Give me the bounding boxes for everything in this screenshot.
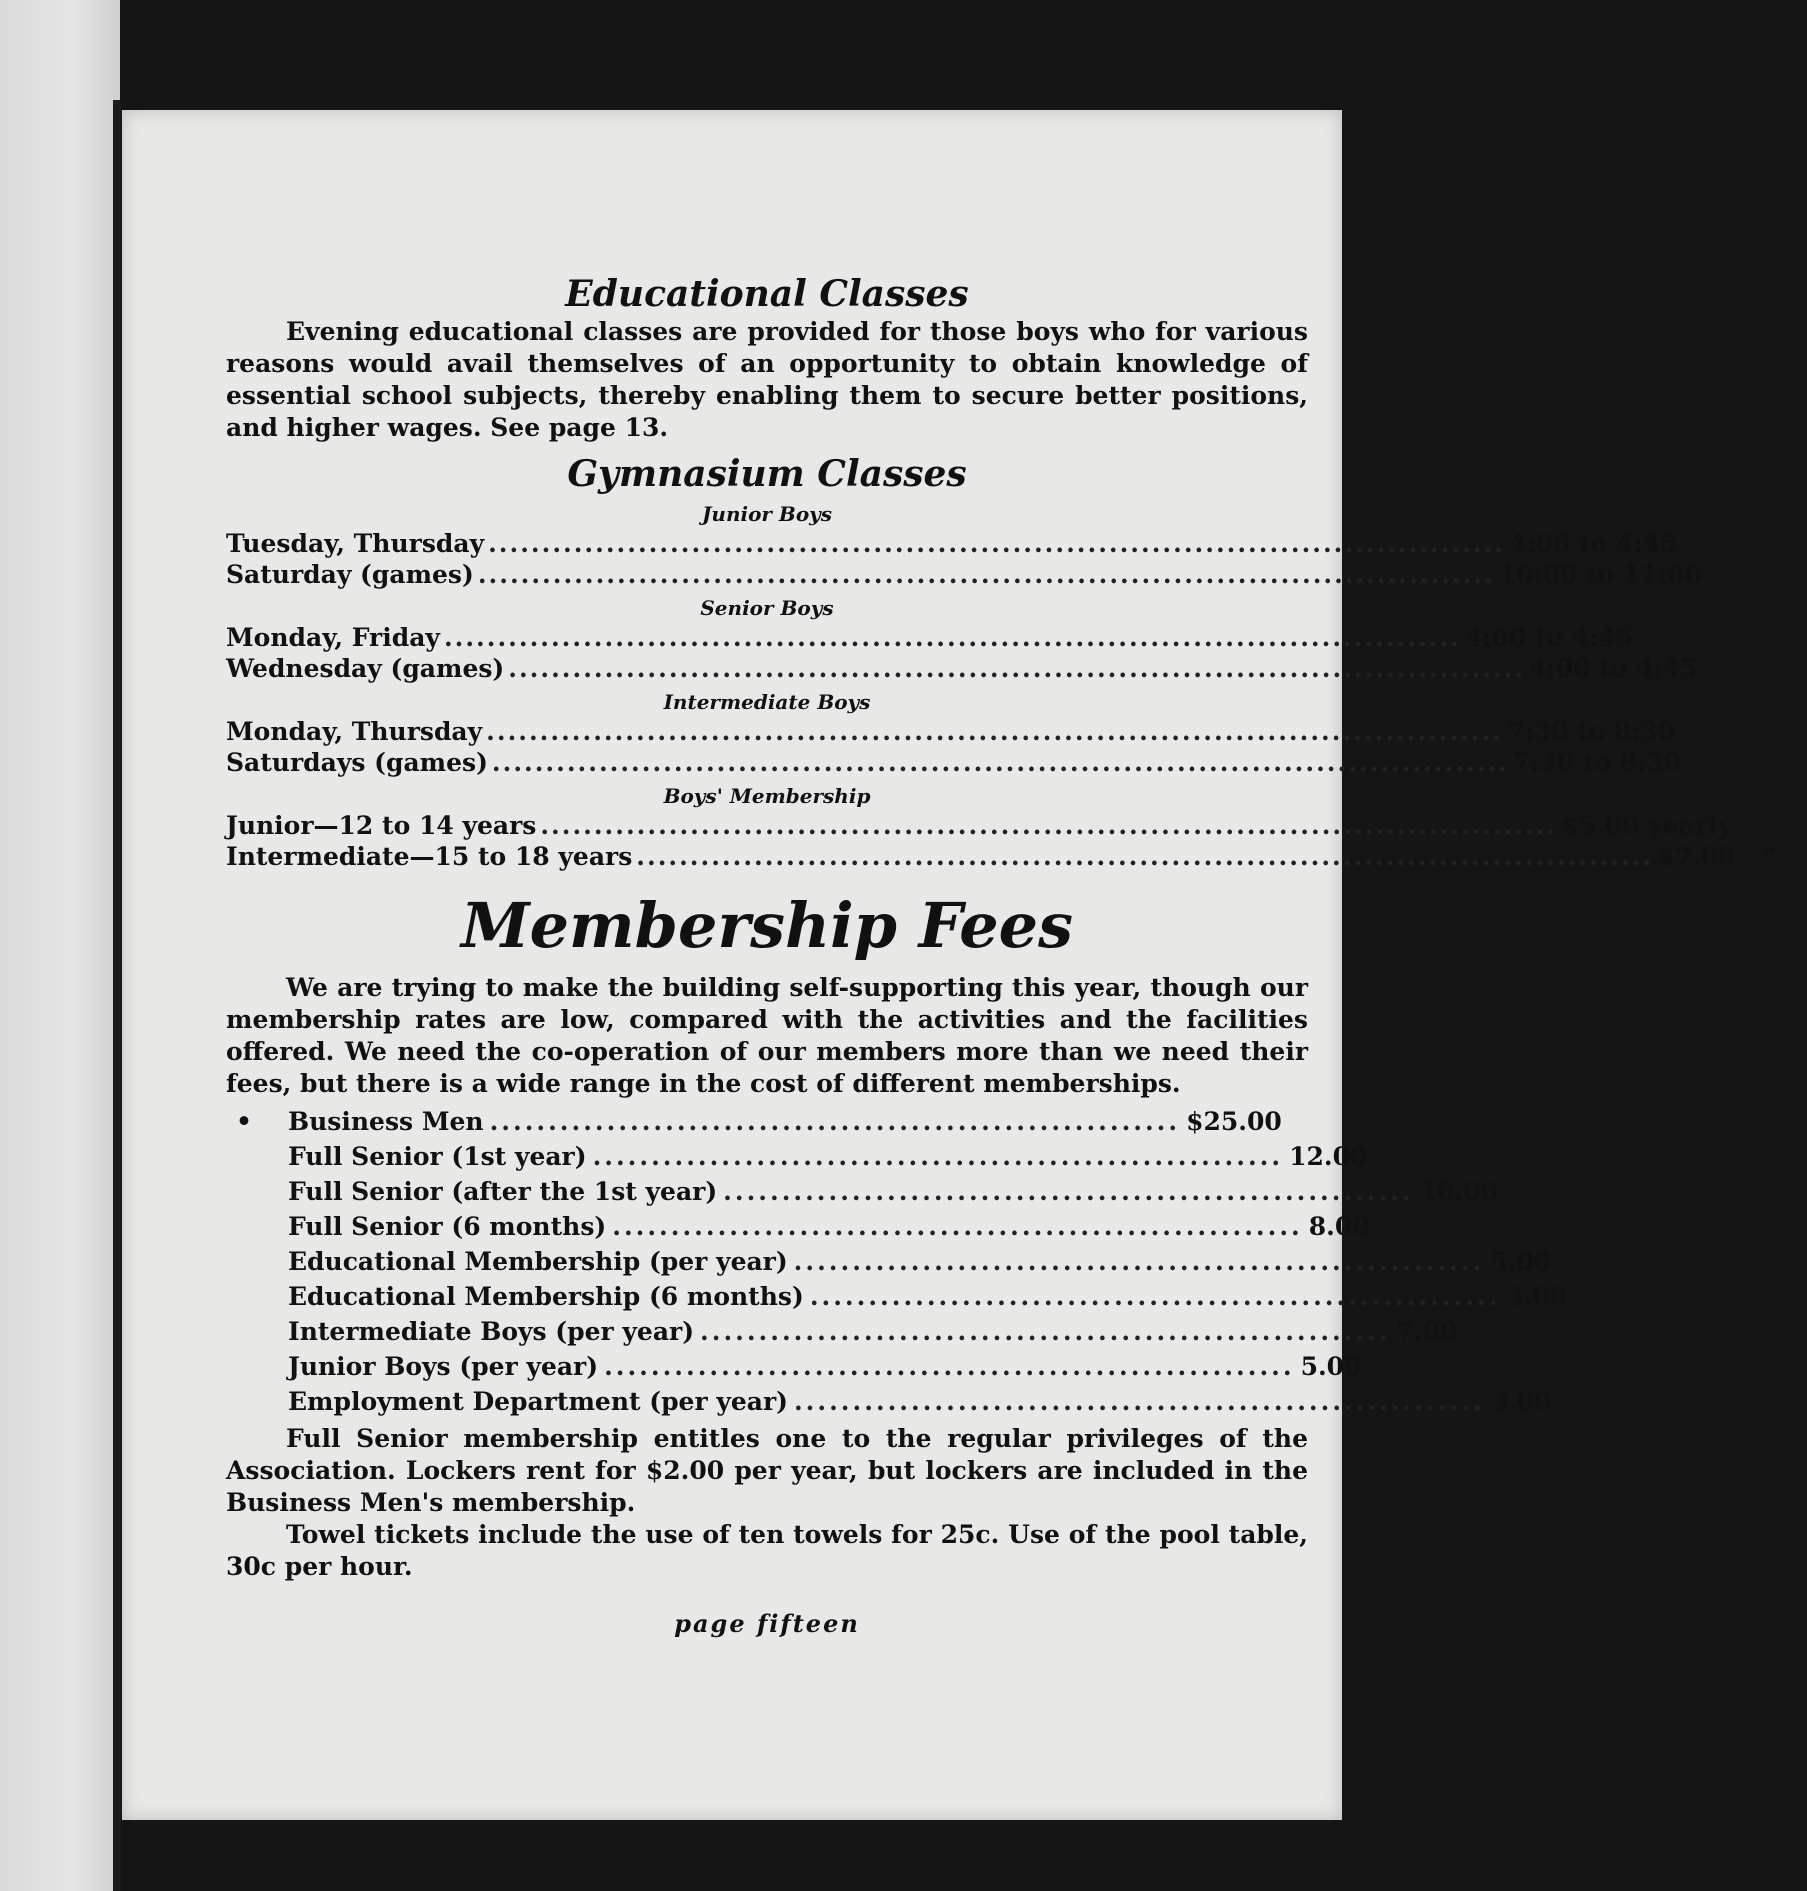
fee-amount: 5.00 (1490, 1247, 1552, 1276)
fee-label: Educational Membership (per year) (288, 1247, 788, 1276)
dot-leader: ............................................................................................... (508, 654, 1526, 683)
membership-fees-title: Membership Fees (460, 889, 1074, 962)
fee-amount: 12.00 (1289, 1142, 1368, 1171)
dot-leader: ............................................................................................... (488, 529, 1505, 558)
dot-leader: ........................................................... (604, 1352, 1295, 1381)
schedule-time: 7:30 to 8:30 (1507, 717, 1676, 746)
fee-label: Employment Department (per year) (288, 1387, 788, 1416)
schedule-row (226, 559, 1702, 590)
fee-row (288, 1314, 1458, 1349)
fee-label: Junior Boys (per year) (288, 1352, 599, 1381)
page-content (226, 272, 1776, 1638)
educational-classes-title: Educational Classes (565, 273, 969, 315)
schedule-day: Monday, Friday (226, 623, 440, 652)
educational-classes-text: Evening educational classes are provided for those boys who for various reasons would avail themselves of an opportunity to obtain knowledge of essential school subjects, thereby enabling them to secure better positions, and higher wages. See page 13. (226, 317, 1308, 442)
schedule-group-heading: Boys' Membership (663, 784, 871, 808)
schedule-day: Saturdays (games) (226, 748, 488, 777)
membership-age-range: Intermediate—15 to 18 years (226, 842, 633, 871)
schedule-row (226, 747, 1682, 778)
schedule-time: 4:00 to 4:45 (1529, 654, 1698, 683)
dot-leader: ........................................................... (793, 1387, 1485, 1416)
fee-label: Full Senior (after the 1st year) (288, 1177, 718, 1206)
fee-label: Full Senior (6 months) (288, 1212, 607, 1241)
membership-price: $5.00 yearly (1561, 811, 1732, 840)
document-page (122, 110, 1776, 1820)
membership-age-range: Junior—12 to 14 years (226, 811, 537, 840)
schedule-day: Tuesday, Thursday (226, 529, 485, 558)
fee-label: Full Senior (1st year) (288, 1142, 587, 1171)
schedule-group-heading: Intermediate Boys (663, 690, 871, 714)
fee-row (288, 1174, 1498, 1209)
schedule-day: Saturday (games) (226, 560, 474, 589)
schedule-row (226, 810, 1732, 841)
fee-amount: 3.00 (1490, 1387, 1552, 1416)
dot-leader: ............................................................................................... (540, 811, 1558, 840)
fee-row (288, 1209, 1370, 1244)
fee-amount: 5.00 (1300, 1352, 1362, 1381)
dot-leader: ........................................................... (700, 1317, 1391, 1346)
schedule-day: Monday, Thursday (226, 717, 483, 746)
membership-intro-text: We are trying to make the building self-supporting this year, though our membership rates are low, compared with the activities and the facilities offered. We need the co-operation of our members more than we need their fees, but there is a wide range in the cost of different memberships. (226, 973, 1308, 1098)
membership-intro-paragraph (226, 972, 1308, 1100)
dot-leader: ............................................................................................... (486, 717, 1503, 746)
schedule-row (226, 716, 1676, 747)
membership-note-towels-text: Towel tickets include the use of ten towels for 25c. Use of the pool table, 30c per hour. (226, 1520, 1308, 1581)
fee-list (236, 1104, 1568, 1419)
page-number: page fifteen (674, 1609, 860, 1638)
adjacent-page (0, 0, 120, 1891)
fee-label: Educational Membership (6 months) (288, 1282, 804, 1311)
membership-note-lockers-text: Full Senior membership entitles one to the regular privileges of the Association. Lockers rent for $2.00 per year, but lockers are included in the Business Men's membership. (226, 1424, 1308, 1517)
fee-row (236, 1104, 1282, 1139)
schedule-day: Wednesday (games) (226, 654, 505, 683)
fee-amount: 8.00 (1308, 1212, 1370, 1241)
fee-amount: 10.00 (1419, 1177, 1498, 1206)
fee-row (288, 1244, 1552, 1279)
educational-classes-paragraph (226, 316, 1308, 444)
dot-leader: ........................................................... (612, 1212, 1303, 1241)
fee-amount: $25.00 (1186, 1107, 1282, 1136)
schedule-row (226, 653, 1698, 684)
schedule-time: 4:00 to 4:45 (1464, 623, 1634, 652)
membership-price: $7.00 “ (1657, 842, 1776, 871)
gymnasium-classes-title: Gymnasium Classes (567, 453, 967, 495)
schedule-row (226, 841, 1776, 872)
fee-label: Business Men (288, 1107, 484, 1136)
schedule-time: 4:00 to 4:45 (1508, 529, 1678, 558)
schedule-row (226, 528, 1678, 559)
schedule-row (226, 622, 1634, 653)
dot-leader: ............................................................................................... (636, 842, 1654, 871)
dot-leader: ............................................................................................... (477, 560, 1495, 589)
dot-leader: ........................................................... (723, 1177, 1414, 1206)
fee-row (288, 1139, 1368, 1174)
page-gutter (113, 100, 121, 1891)
schedule-time: 7:30 to 8:30 (1512, 748, 1682, 777)
fee-row (288, 1384, 1552, 1419)
fee-label: Intermediate Boys (per year) (288, 1317, 695, 1346)
dot-leader: ............................................................................................... (443, 623, 1461, 652)
schedule-group-heading: Junior Boys (701, 502, 833, 526)
schedule-time: 10:00 to 11:00 (1498, 560, 1702, 589)
fee-row (288, 1349, 1362, 1384)
dot-leader: ........................................................... (592, 1142, 1284, 1171)
dot-leader: ........................................................... (809, 1282, 1501, 1311)
schedule-group-heading: Senior Boys (700, 596, 834, 620)
dot-leader: ............................................................................................... (491, 748, 1509, 777)
bullet-mark: • (236, 1107, 252, 1136)
dot-leader: ........................................................... (489, 1107, 1181, 1136)
dot-leader: ........................................................... (793, 1247, 1485, 1276)
fee-row (288, 1279, 1568, 1314)
membership-note-lockers (226, 1423, 1308, 1519)
fee-amount: 7.00 (1396, 1317, 1458, 1346)
membership-note-towels (226, 1519, 1308, 1583)
fee-amount: 3.00 (1506, 1282, 1568, 1311)
